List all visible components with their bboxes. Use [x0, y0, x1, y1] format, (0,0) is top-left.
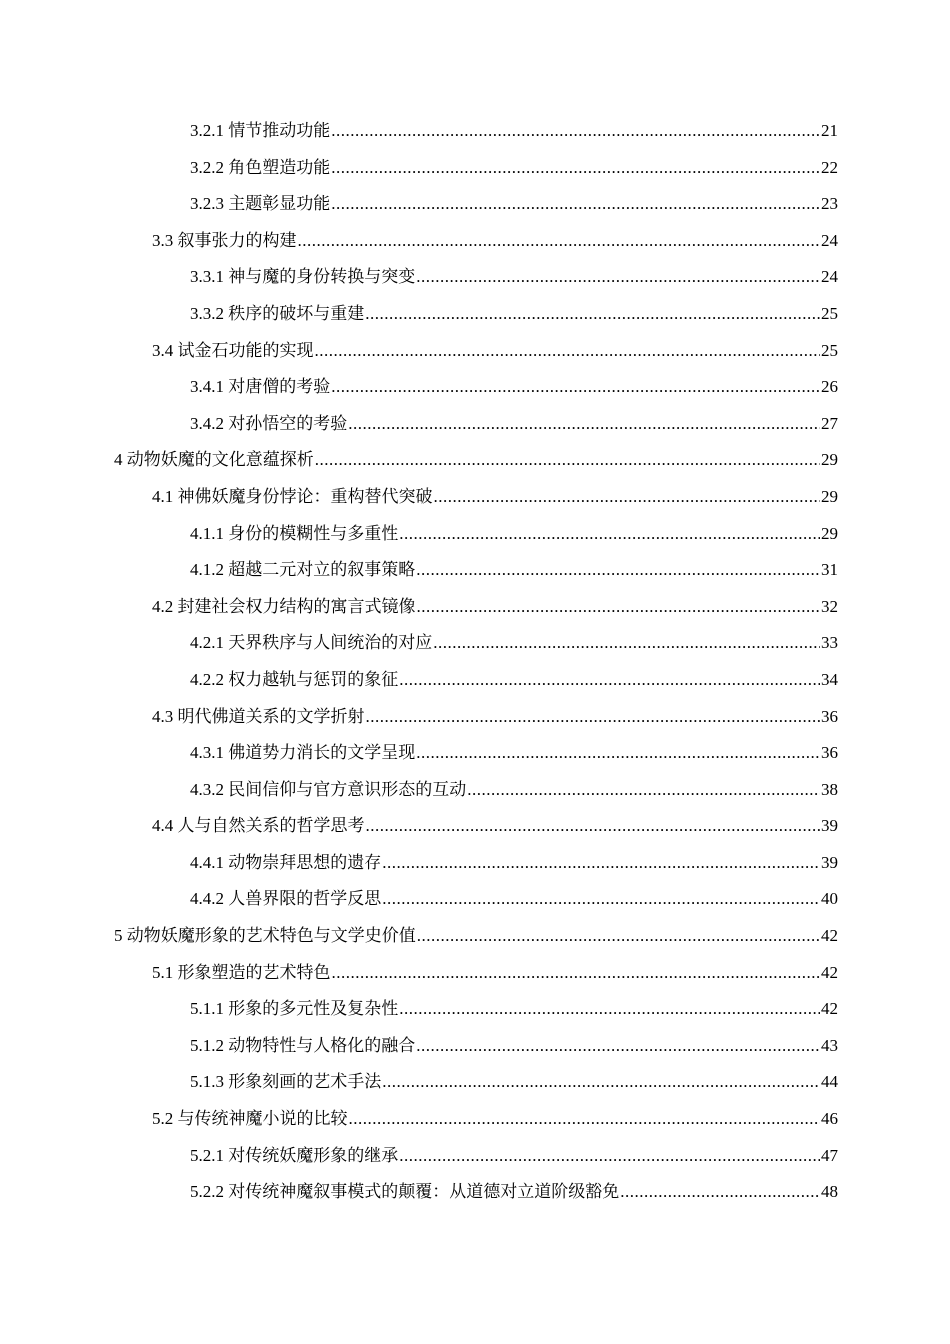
- dot-leader: [332, 955, 821, 992]
- toc-entry-number: 4.1: [152, 486, 174, 506]
- toc-entry[interactable]: [0, 1028, 950, 1065]
- toc-entry-text: 人与自然关系的哲学思考: [177, 816, 365, 836]
- toc-entry-text: 与传统神魔小说的比较: [177, 1109, 348, 1129]
- toc-entry-title: [152, 333, 314, 370]
- toc-entry-line: [152, 1101, 838, 1138]
- toc-entry[interactable]: [0, 1138, 950, 1175]
- toc-entry-number: 4.4: [152, 816, 174, 836]
- dot-leader: [399, 516, 820, 553]
- toc-entry[interactable]: [0, 662, 950, 699]
- toc-entry-number: 5.2.2: [190, 1182, 224, 1202]
- toc-entry[interactable]: [0, 333, 950, 370]
- dot-leader: [331, 113, 820, 150]
- toc-entry-page-number: 44: [821, 1072, 838, 1092]
- toc-entry-text: 叙事张力的构建: [177, 230, 297, 250]
- toc-entry-title: [190, 845, 381, 882]
- toc-entry-page-number: 46: [821, 1109, 838, 1129]
- toc-entry-number: 4.2.2: [190, 669, 224, 689]
- dot-leader: [433, 625, 820, 662]
- toc-entry-number: 3.4.2: [190, 413, 224, 433]
- toc-entry-title: [190, 991, 398, 1028]
- toc-entry-number: 5: [114, 926, 123, 946]
- toc-entry-text: 动物妖魔形象的艺术特色与文学史价值: [126, 926, 416, 946]
- dot-leader: [315, 442, 820, 479]
- toc-entry-page-number: 42: [821, 962, 838, 982]
- toc-entry-page-number: 38: [821, 779, 838, 799]
- toc-entry-page-number: 32: [821, 596, 838, 616]
- toc-entry-number: 5.1.2: [190, 1035, 224, 1055]
- toc-entry-line: [190, 113, 838, 150]
- toc-entry-page-number: 29: [821, 450, 838, 470]
- toc-entry[interactable]: [0, 1064, 950, 1101]
- toc-entry-text: 形象刻画的艺术手法: [228, 1072, 382, 1092]
- toc-entry-text: 神佛妖魔身份悖论：重构替代突破: [177, 486, 433, 506]
- toc-entry[interactable]: [0, 186, 950, 223]
- toc-entry[interactable]: [0, 808, 950, 845]
- toc-entry[interactable]: [0, 516, 950, 553]
- toc-entry-number: 3.2.2: [190, 157, 224, 177]
- toc-entry-title: [190, 296, 364, 333]
- toc-entry-text: 试金石功能的实现: [177, 340, 314, 360]
- toc-entry[interactable]: [0, 589, 950, 626]
- toc-entry-title: [190, 552, 415, 589]
- dot-leader: [416, 552, 820, 589]
- toc-entry-page-number: 36: [821, 743, 838, 763]
- toc-entry-title: [114, 442, 314, 479]
- toc-entry-page-number: 24: [821, 230, 838, 250]
- dot-leader: [620, 1174, 820, 1211]
- toc-entry-line: [152, 223, 838, 260]
- toc-entry-number: 4.3.1: [190, 743, 224, 763]
- toc-entry-title: [190, 186, 330, 223]
- toc-entry-page-number: 31: [821, 560, 838, 580]
- toc-entry-line: [190, 1028, 838, 1065]
- toc-entry-page-number: 40: [821, 889, 838, 909]
- dot-leader: [331, 369, 820, 406]
- toc-entry-text: 动物妖魔的文化意蕴探析: [126, 450, 314, 470]
- toc-entry-text: 对传统妖魔形象的继承: [228, 1145, 399, 1165]
- toc-entry-number: 5.2.1: [190, 1145, 224, 1165]
- toc-entry-title: [152, 479, 433, 516]
- toc-entry-text: 超越二元对立的叙事策略: [228, 560, 416, 580]
- toc-entry-page-number: 42: [821, 999, 838, 1019]
- toc-entry-page-number: 39: [821, 852, 838, 872]
- toc-entry[interactable]: [0, 259, 950, 296]
- toc-entry-text: 形象塑造的艺术特色: [177, 962, 331, 982]
- toc-entry-text: 对传统神魔叙事模式的颠覆：从道德对立道阶级豁免: [228, 1182, 620, 1202]
- toc-entry-line: [190, 516, 838, 553]
- toc-entry-text: 秩序的破坏与重建: [228, 303, 365, 323]
- toc-entry-title: [190, 1028, 415, 1065]
- toc-entry-number: 4.3: [152, 706, 174, 726]
- toc-entry-number: 3.3: [152, 230, 174, 250]
- toc-entry[interactable]: [0, 479, 950, 516]
- toc-entry-text: 明代佛道关系的文学折射: [177, 706, 365, 726]
- toc-entry-number: 4.3.2: [190, 779, 224, 799]
- toc-entry-page-number: 26: [821, 377, 838, 397]
- toc-entry-title: [190, 735, 415, 772]
- toc-entry[interactable]: [0, 296, 950, 333]
- toc-entry[interactable]: [0, 625, 950, 662]
- toc-entry-text: 权力越轨与惩罚的象征: [228, 669, 399, 689]
- dot-leader: [417, 589, 821, 626]
- toc-entry[interactable]: [0, 406, 950, 443]
- toc-entry-page-number: 39: [821, 816, 838, 836]
- dot-leader: [331, 186, 820, 223]
- toc-entry-page-number: 36: [821, 706, 838, 726]
- toc-entry-line: [114, 442, 838, 479]
- dot-leader: [417, 918, 820, 955]
- toc-entry[interactable]: [0, 918, 950, 955]
- toc-entry-number: 5.1.3: [190, 1072, 224, 1092]
- toc-entry-number: 4.1.1: [190, 523, 224, 543]
- toc-entry[interactable]: [0, 845, 950, 882]
- toc-entry-text: 对孙悟空的考验: [228, 413, 348, 433]
- toc-entry-title: [190, 662, 398, 699]
- toc-entry-title: [190, 1138, 398, 1175]
- dot-leader: [348, 406, 820, 443]
- toc-entry-text: 动物崇拜思想的遗存: [228, 852, 382, 872]
- toc-entry-line: [190, 662, 838, 699]
- toc-entry[interactable]: [0, 113, 950, 150]
- toc-entry-line: [190, 369, 838, 406]
- toc-entry-title: [190, 406, 347, 443]
- toc-entry-line: [190, 1174, 838, 1211]
- dot-leader: [399, 662, 820, 699]
- toc-entry-text: 人兽界限的哲学反思: [228, 889, 382, 909]
- toc-entry-line: [114, 918, 838, 955]
- toc-entry-page-number: 29: [821, 486, 838, 506]
- dot-leader: [382, 1064, 820, 1101]
- toc-entry-number: 3.2.3: [190, 194, 224, 214]
- toc-entry[interactable]: [0, 552, 950, 589]
- toc-entry-page-number: 33: [821, 633, 838, 653]
- dot-leader: [382, 881, 820, 918]
- toc-entry-line: [152, 479, 838, 516]
- toc-entry-page-number: 21: [821, 121, 838, 140]
- toc-entry-number: 4: [114, 450, 123, 470]
- toc-entry-line: [190, 552, 838, 589]
- toc-entry[interactable]: [0, 150, 950, 187]
- toc-entry-line: [190, 845, 838, 882]
- toc-entry-title: [190, 881, 381, 918]
- toc-entry-title: [190, 1174, 619, 1211]
- dot-leader: [399, 1138, 820, 1175]
- toc-entry-text: 封建社会权力结构的寓言式镜像: [177, 596, 416, 616]
- toc-entry[interactable]: [0, 1101, 950, 1138]
- toc-entry-title: [152, 1101, 348, 1138]
- toc-entry[interactable]: [0, 881, 950, 918]
- dot-leader: [416, 735, 820, 772]
- toc-entry-page-number: 42: [821, 926, 838, 946]
- toc-entry-title: [190, 516, 398, 553]
- dot-leader: [416, 259, 820, 296]
- toc-entry-title: [190, 1064, 381, 1101]
- toc-entry-text: 天界秩序与人间统治的对应: [228, 633, 433, 653]
- toc-entry-title: [190, 259, 415, 296]
- toc-entry-line: [190, 1064, 838, 1101]
- toc-entry-page-number: 34: [821, 669, 838, 689]
- toc-entry-title: [190, 150, 330, 187]
- toc-entry-page-number: 48: [821, 1182, 838, 1202]
- toc-entry-page-number: 43: [821, 1035, 838, 1055]
- toc-entry-line: [190, 150, 838, 187]
- toc-entry-number: 4.2.1: [190, 633, 224, 653]
- toc-entry[interactable]: [0, 442, 950, 479]
- toc-entry-line: [190, 296, 838, 333]
- toc-entry-number: 5.1.1: [190, 999, 224, 1019]
- toc-entry-line: [152, 955, 838, 992]
- toc-entry-title: [152, 699, 365, 736]
- toc-entry[interactable]: [0, 1174, 950, 1211]
- toc-entry[interactable]: [0, 991, 950, 1028]
- toc-entry-line: [190, 991, 838, 1028]
- toc-entry-text: 对唐僧的考验: [228, 377, 331, 397]
- toc-entry[interactable]: [0, 369, 950, 406]
- toc-entry-page-number: 25: [821, 303, 838, 323]
- toc-entry-number: 4.2: [152, 596, 174, 616]
- dot-leader: [365, 296, 820, 333]
- toc-entry[interactable]: [0, 735, 950, 772]
- toc-entry-line: [152, 699, 838, 736]
- toc-entry-title: [190, 113, 330, 150]
- toc-entry-number: 3.4: [152, 340, 174, 360]
- toc-entry-line: [190, 1138, 838, 1175]
- toc-entry-line: [152, 808, 838, 845]
- toc-entry[interactable]: [0, 955, 950, 992]
- toc-entry-title: [114, 918, 416, 955]
- toc-entry-text: 角色塑造功能: [228, 157, 331, 177]
- toc-entry-page-number: 29: [821, 523, 838, 543]
- toc-entry-number: 3.3.1: [190, 267, 224, 287]
- toc-entry[interactable]: [0, 772, 950, 809]
- toc-entry[interactable]: [0, 699, 950, 736]
- toc-entry-number: 4.4.1: [190, 852, 224, 872]
- toc-entry-line: [152, 589, 838, 626]
- dot-leader: [434, 479, 821, 516]
- toc-entry-number: 5.2: [152, 1109, 174, 1129]
- toc-entry-page-number: 22: [821, 157, 838, 177]
- toc-entry-line: [190, 625, 838, 662]
- dot-leader: [416, 1028, 820, 1065]
- toc-entry-title: [152, 589, 416, 626]
- toc-entry-line: [190, 772, 838, 809]
- toc-entry-number: 4.4.2: [190, 889, 224, 909]
- dot-leader: [366, 699, 821, 736]
- toc-entry-number: 3.3.2: [190, 303, 224, 323]
- toc-entry-page-number: 47: [821, 1145, 838, 1165]
- toc-entry[interactable]: [0, 223, 950, 260]
- toc-entry-text: 身份的模糊性与多重性: [228, 523, 399, 543]
- dot-leader: [467, 772, 820, 809]
- dot-leader: [366, 808, 821, 845]
- toc-entry-line: [190, 406, 838, 443]
- toc-entry-line: [190, 259, 838, 296]
- toc-entry-page-number: 27: [821, 413, 838, 433]
- toc-entry-text: 佛道势力消长的文学呈现: [228, 743, 416, 763]
- toc-entry-title: [152, 223, 297, 260]
- toc-entry-text: 动物特性与人格化的融合: [228, 1035, 416, 1055]
- toc-entry-page-number: 25: [821, 340, 838, 360]
- dot-leader: [382, 845, 820, 882]
- toc-entry-line: [190, 186, 838, 223]
- dot-leader: [349, 1101, 821, 1138]
- dot-leader: [315, 333, 821, 370]
- toc-entry-line: [190, 735, 838, 772]
- toc-entry-number: 3.4.1: [190, 377, 224, 397]
- toc-entry-number: 4.1.2: [190, 560, 224, 580]
- toc-entry-text: 神与魔的身份转换与突变: [228, 267, 416, 287]
- dot-leader: [331, 150, 820, 187]
- toc-entry-text: 形象的多元性及复杂性: [228, 999, 399, 1019]
- toc-entry-text: 主题彰显功能: [228, 194, 331, 214]
- toc-entry-title: [190, 625, 432, 662]
- table-of-contents: [0, 113, 950, 1211]
- dot-leader: [399, 991, 820, 1028]
- toc-entry-text: 民间信仰与官方意识形态的互动: [228, 779, 467, 799]
- toc-entry-line: [190, 881, 838, 918]
- toc-entry-title: [152, 955, 331, 992]
- toc-entry-title: [152, 808, 365, 845]
- toc-entry-page-number: 24: [821, 267, 838, 287]
- toc-entry-number: 5.1: [152, 962, 174, 982]
- toc-entry-text: 情节推动功能: [228, 121, 331, 140]
- toc-entry-title: [190, 369, 330, 406]
- toc-entry-title: [190, 772, 466, 809]
- dot-leader: [298, 223, 821, 260]
- toc-entry-line: [152, 333, 838, 370]
- toc-entry-page-number: 23: [821, 194, 838, 214]
- toc-entry-number: 3.2.1: [190, 121, 224, 140]
